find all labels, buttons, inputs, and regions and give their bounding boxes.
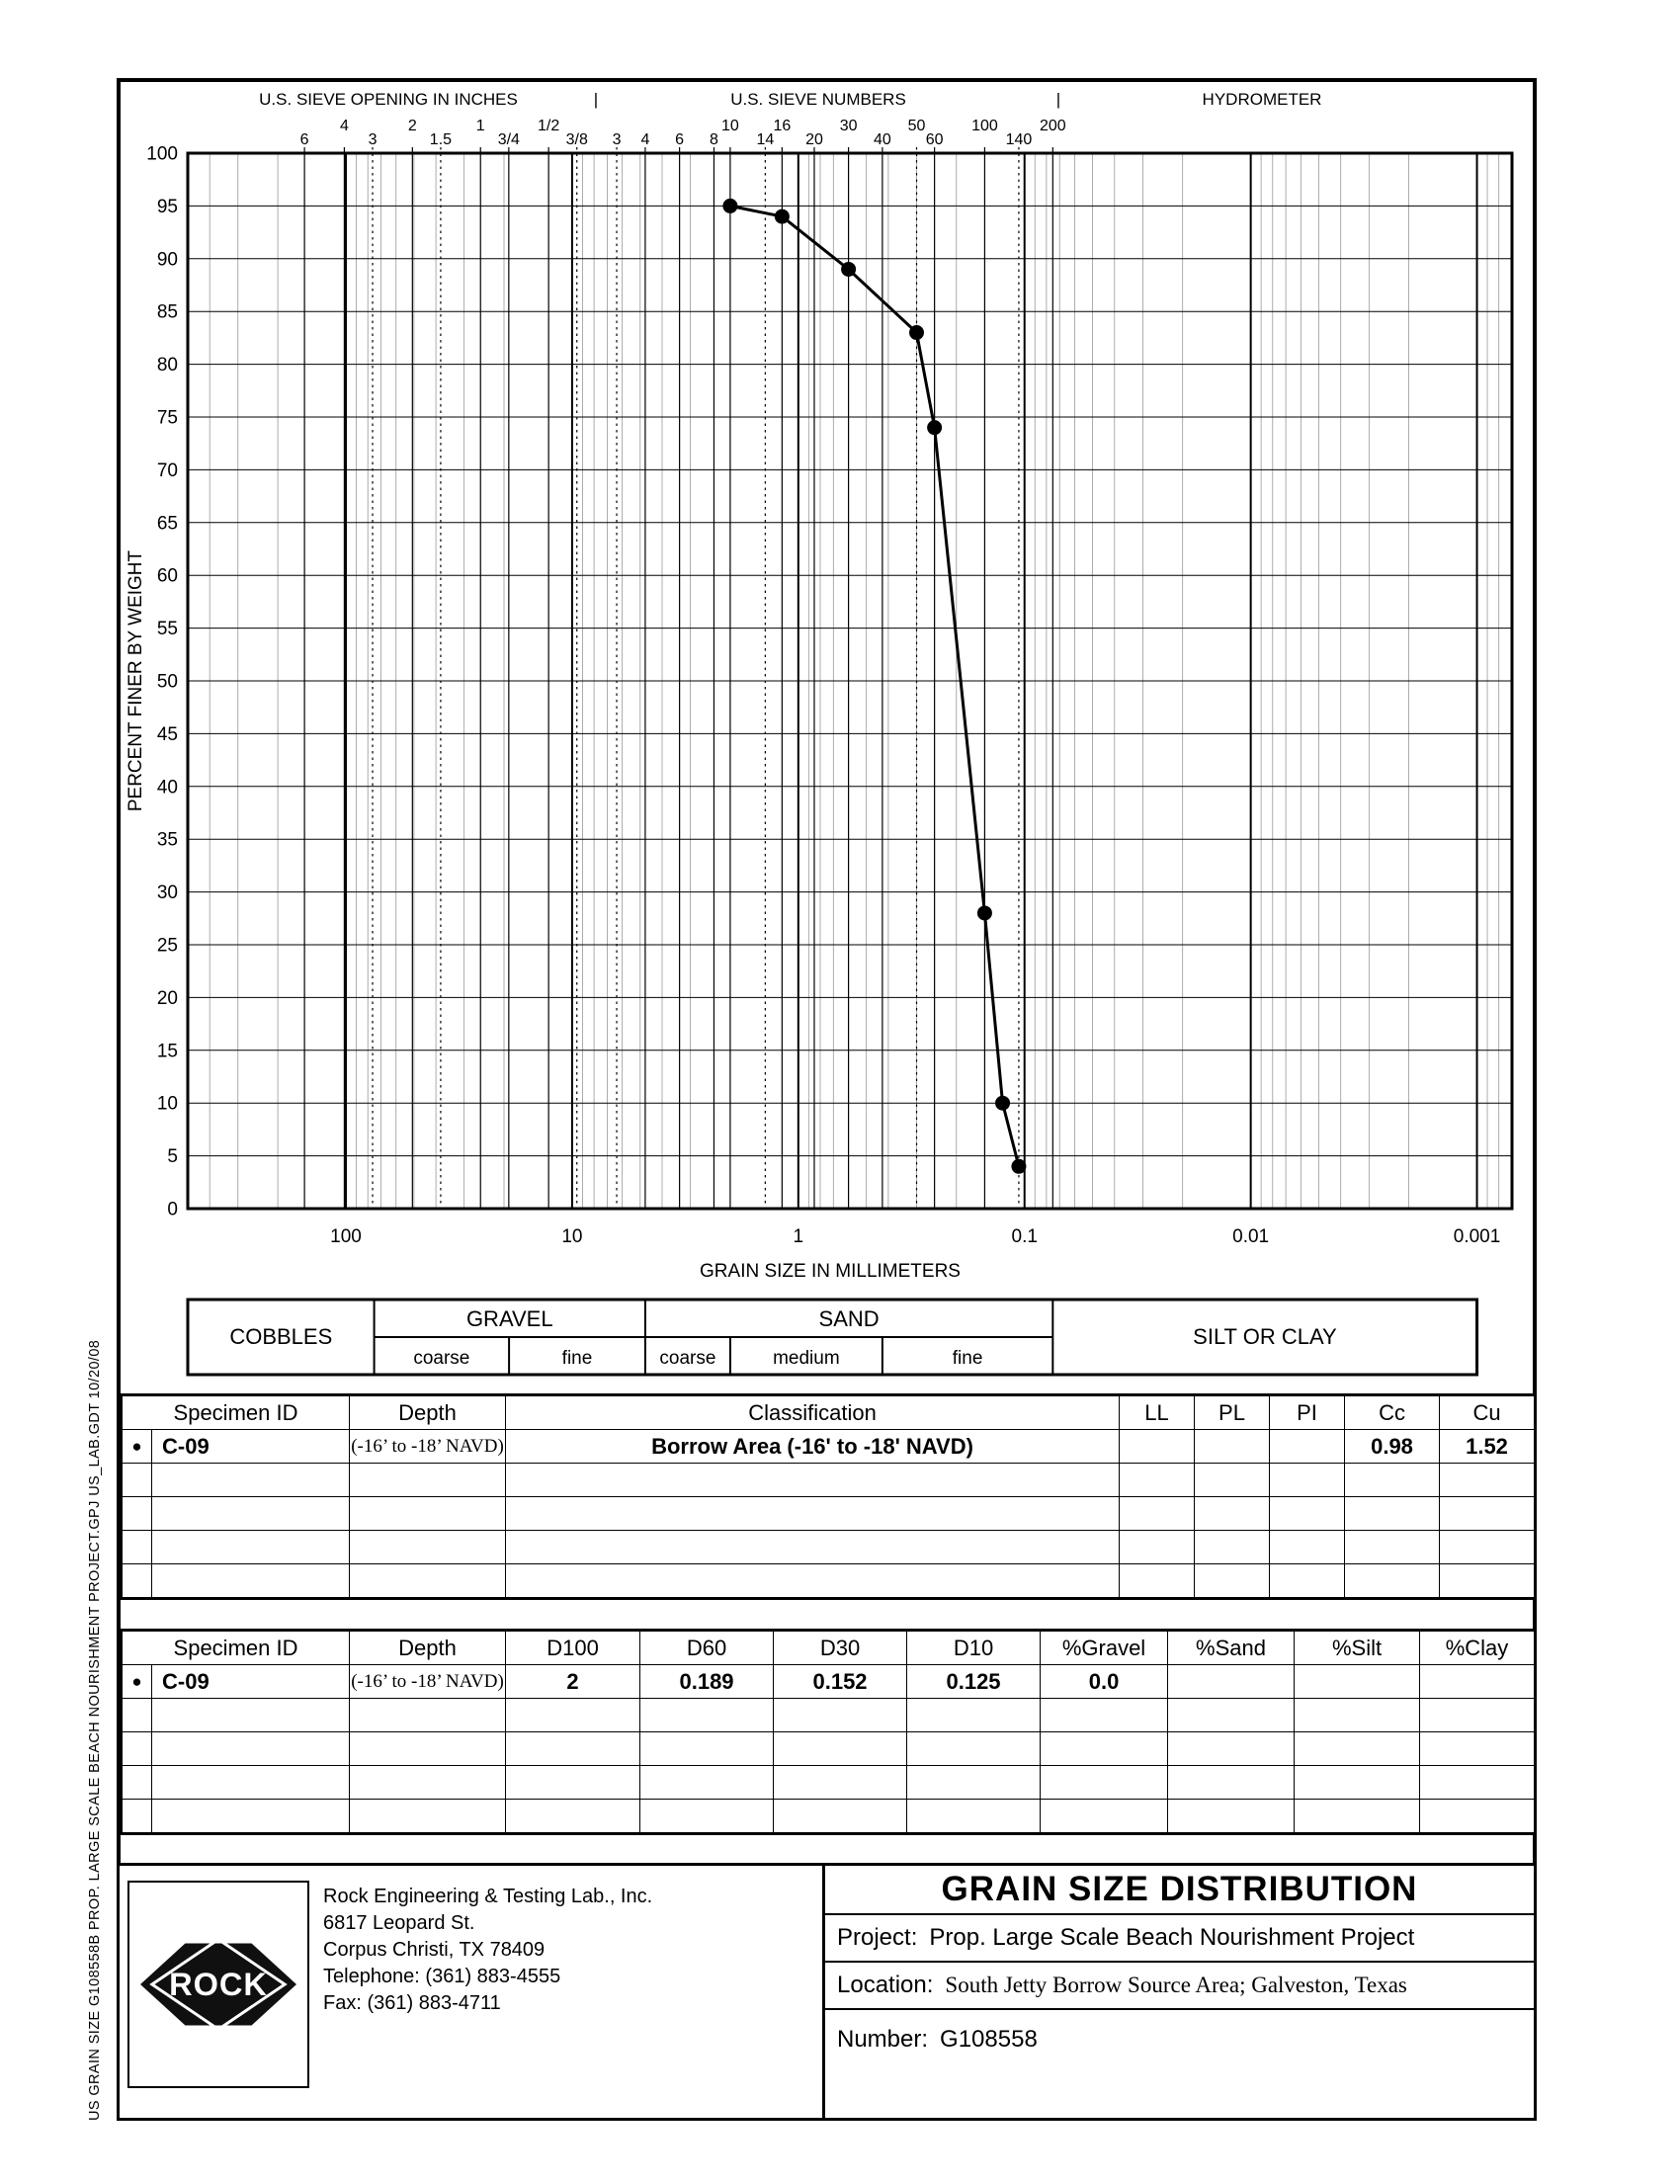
size-group-label: COBBLES — [229, 1324, 333, 1349]
size-subgroup-label: coarse — [659, 1348, 716, 1369]
svg-text:95: 95 — [156, 196, 178, 217]
svg-text:200: 200 — [1039, 118, 1066, 134]
title-block — [120, 1863, 1534, 2118]
company-name: Rock Engineering & Testing Lab., Inc. — [323, 1886, 653, 1907]
location-row — [825, 1963, 1534, 2010]
size-group-label: SILT OR CLAY — [1193, 1324, 1337, 1349]
gradation-table-cell-sand — [1168, 1800, 1295, 1834]
classification-table-row-4 — [122, 1564, 1536, 1599]
company-fax: Fax: (361) 883-4711 — [323, 1992, 501, 2014]
data-point — [1011, 1159, 1026, 1174]
classification-table-cell-depth — [350, 1531, 506, 1564]
gradation-table-header-sand: %Sand — [1168, 1631, 1295, 1665]
gradation-table-cell-gravel — [1041, 1699, 1168, 1732]
project-value: Prop. Large Scale Beach Nourishment Project — [929, 1924, 1415, 1951]
classification-table-cell-pl — [1195, 1564, 1270, 1599]
rock-logo-text: ROCK — [169, 1966, 268, 2002]
x-axis-title: GRAIN SIZE IN MILLIMETERS — [700, 1261, 961, 1282]
project-block — [825, 1866, 1534, 2118]
gradation-table-cell-depth — [350, 1699, 506, 1732]
data-point — [927, 420, 942, 435]
svg-text:3/4: 3/4 — [497, 131, 520, 148]
company-info — [323, 1884, 652, 2017]
gradation-table-header-specimen_id: Specimen ID — [122, 1631, 350, 1665]
edge-stamp-text: US GRAIN SIZE G108558B PROP. LARGE SCALE BEACH NOURISHMENT PROJECT.GPJ US_LAB.GDT 10/20/08 — [87, 1339, 103, 2121]
gradation-table-cell-marker — [122, 1766, 152, 1800]
y-axis-title: PERCENT FINER BY WEIGHT — [126, 549, 146, 812]
classification-table-header-cu: Cu — [1440, 1395, 1536, 1430]
size-group-label: GRAVEL — [465, 1306, 553, 1331]
svg-text:8: 8 — [710, 131, 718, 148]
gradation-table-cell-marker — [122, 1732, 152, 1766]
classification-table-cell-cc: 0.98 — [1345, 1430, 1440, 1464]
svg-text:30: 30 — [839, 118, 858, 134]
svg-text:40: 40 — [156, 777, 178, 798]
classification-table-cell-pl — [1195, 1531, 1270, 1564]
data-point — [722, 199, 737, 213]
svg-text:U.S. SIEVE OPENING IN INCHES: U.S. SIEVE OPENING IN INCHES — [259, 90, 518, 109]
classification-table-header-row — [122, 1395, 1536, 1430]
svg-text:1.5: 1.5 — [429, 131, 453, 148]
classification-table-header-pl: PL — [1195, 1395, 1270, 1430]
classification-table-cell-ll — [1120, 1464, 1195, 1497]
classification-table-row-3 — [122, 1531, 1536, 1564]
classification-table-row-2 — [122, 1497, 1536, 1531]
gradation-table-cell-gravel: 0.0 — [1041, 1665, 1168, 1699]
horizontal-gridlines — [188, 153, 1512, 1209]
sieve-labels — [300, 118, 1066, 148]
classification-table-header-pi: PI — [1270, 1395, 1345, 1430]
svg-text:0.1: 0.1 — [1011, 1226, 1038, 1247]
svg-text:0.01: 0.01 — [1232, 1226, 1270, 1247]
svg-text:75: 75 — [156, 407, 178, 429]
gradation-table-header-d10: D10 — [907, 1631, 1041, 1665]
data-point — [995, 1096, 1010, 1111]
gradation-table-cell-clay — [1420, 1699, 1536, 1732]
svg-text:100: 100 — [971, 118, 998, 134]
svg-text:10: 10 — [561, 1226, 583, 1247]
svg-text:50: 50 — [156, 671, 178, 693]
svg-text:60: 60 — [156, 565, 178, 587]
data-points — [722, 199, 1026, 1174]
gradation-table-cell-depth: (-16’ to -18’ NAVD) — [350, 1665, 506, 1699]
company-address2: Corpus Christi, TX 78409 — [323, 1939, 546, 1961]
gradation-table-cell-d30: 0.152 — [774, 1665, 907, 1699]
gradation-table-cell-d10 — [907, 1766, 1041, 1800]
size-subgroup-label: coarse — [413, 1348, 470, 1369]
gradation-table-cell-d60: 0.189 — [640, 1665, 774, 1699]
classification-table-cell-depth — [350, 1564, 506, 1599]
svg-text:1: 1 — [475, 118, 485, 134]
classification-table-cell-pl — [1195, 1464, 1270, 1497]
gradation-table-header-silt: %Silt — [1295, 1631, 1420, 1665]
gradation-table-cell-d30 — [774, 1699, 907, 1732]
classification-table-header-specimen_id: Specimen ID — [122, 1395, 350, 1430]
classification-table-cell-marker — [122, 1497, 152, 1531]
data-point — [909, 325, 924, 340]
classification-table-cell-specimen_id: C-09 — [152, 1430, 350, 1464]
svg-text:20: 20 — [156, 987, 178, 1009]
svg-text:100: 100 — [146, 143, 178, 165]
classification-table-cell-ll — [1120, 1497, 1195, 1531]
classification-table-cell-classification — [506, 1564, 1120, 1599]
svg-text:25: 25 — [156, 935, 178, 957]
classification-table-cell-cu — [1440, 1464, 1536, 1497]
classification-table-cell-depth — [350, 1464, 506, 1497]
classification-table-cell-pi — [1270, 1497, 1345, 1531]
svg-text:65: 65 — [156, 513, 178, 535]
sieve-gridlines — [304, 147, 1052, 1209]
gradation-table-cell-specimen_id — [152, 1800, 350, 1834]
gradation-table-cell-gravel — [1041, 1800, 1168, 1834]
svg-text:10: 10 — [721, 118, 739, 134]
rock-logo — [140, 1929, 296, 2040]
chart-header-labels — [259, 90, 1321, 109]
gradation-table — [120, 1629, 1537, 1835]
classification-table-cell-cc — [1345, 1497, 1440, 1531]
svg-text:3: 3 — [368, 131, 378, 148]
gradation-table-header-d60: D60 — [640, 1631, 774, 1665]
gradation-table-cell-d60 — [640, 1800, 774, 1834]
svg-text:90: 90 — [156, 249, 178, 271]
svg-text:3/8: 3/8 — [565, 131, 588, 148]
gradation-table-cell-depth — [350, 1766, 506, 1800]
gradation-table-cell-sand — [1168, 1665, 1295, 1699]
svg-text:HYDROMETER: HYDROMETER — [1202, 90, 1322, 109]
gradation-table-cell-clay — [1420, 1665, 1536, 1699]
svg-text:14: 14 — [756, 131, 775, 148]
svg-text:16: 16 — [773, 118, 792, 134]
svg-text:4: 4 — [339, 118, 349, 134]
gradation-table-cell-d100 — [506, 1766, 640, 1800]
data-point — [977, 905, 992, 920]
gradation-table-cell-marker: ● — [122, 1665, 152, 1699]
gradation-table-cell-d100: 2 — [506, 1665, 640, 1699]
company-phone: Telephone: (361) 883-4555 — [323, 1966, 561, 1987]
gradation-table-cell-silt — [1295, 1699, 1420, 1732]
gradation-table-cell-specimen_id — [152, 1732, 350, 1766]
classification-table-cell-cc — [1345, 1464, 1440, 1497]
gradation-table-header-row — [122, 1631, 1536, 1665]
gradation-table-row-1 — [122, 1699, 1536, 1732]
gradation-table-cell-silt — [1295, 1732, 1420, 1766]
gradation-table-cell-d100 — [506, 1732, 640, 1766]
gradation-table-cell-gravel — [1041, 1766, 1168, 1800]
svg-text:|: | — [593, 90, 599, 109]
rock-logo-box — [127, 1881, 309, 2088]
company-address1: 6817 Leopard St. — [323, 1912, 475, 1934]
svg-text:4: 4 — [640, 131, 650, 148]
gradation-table-header-depth: Depth — [350, 1631, 506, 1665]
gradation-table-cell-d100 — [506, 1699, 640, 1732]
svg-text:5: 5 — [167, 1146, 178, 1168]
svg-text:|: | — [1055, 90, 1061, 109]
svg-text:0: 0 — [167, 1199, 178, 1220]
gradation-table-cell-clay — [1420, 1732, 1536, 1766]
gradation-table-cell-clay — [1420, 1766, 1536, 1800]
classification-table-cell-pi — [1270, 1464, 1345, 1497]
gradation-table-cell-sand — [1168, 1732, 1295, 1766]
gradation-table-cell-d30 — [774, 1766, 907, 1800]
classification-table-header-ll: LL — [1120, 1395, 1195, 1430]
svg-text:45: 45 — [156, 723, 178, 745]
gradation-table-cell-clay — [1420, 1800, 1536, 1834]
gradation-table-header-d100: D100 — [506, 1631, 640, 1665]
y-tick-labels — [146, 144, 178, 1220]
data-point — [775, 210, 790, 224]
svg-text:100: 100 — [330, 1226, 362, 1247]
gradation-table-row-4 — [122, 1800, 1536, 1834]
classification-table-wrap — [120, 1393, 1537, 1600]
company-block — [120, 1866, 825, 2118]
svg-text:2: 2 — [407, 118, 417, 134]
gradation-table-cell-sand — [1168, 1699, 1295, 1732]
gradation-table-cell-d10 — [907, 1732, 1041, 1766]
svg-text:80: 80 — [156, 355, 178, 377]
classification-table-cell-specimen_id — [152, 1531, 350, 1564]
gradation-table-cell-marker — [122, 1699, 152, 1732]
gradation-table-cell-d100 — [506, 1800, 640, 1834]
gradation-table-cell-d60 — [640, 1699, 774, 1732]
classification-table-row-0 — [122, 1430, 1536, 1464]
classification-table-cell-ll — [1120, 1531, 1195, 1564]
gradation-table-header-gravel: %Gravel — [1041, 1631, 1168, 1665]
number-row — [825, 2010, 1534, 2069]
gradation-table-header-clay: %Clay — [1420, 1631, 1536, 1665]
svg-text:3: 3 — [612, 131, 622, 148]
gradation-table-header-d30: D30 — [774, 1631, 907, 1665]
gradation-table-cell-depth — [350, 1800, 506, 1834]
classification-table-header-cc: Cc — [1345, 1395, 1440, 1430]
svg-text:40: 40 — [873, 131, 891, 148]
svg-text:30: 30 — [156, 882, 178, 904]
classification-table-cell-cc — [1345, 1531, 1440, 1564]
gradation-table-cell-specimen_id — [152, 1699, 350, 1732]
svg-text:85: 85 — [156, 301, 178, 323]
size-subgroup-label: medium — [773, 1348, 840, 1369]
classification-table-cell-cc — [1345, 1564, 1440, 1599]
classification-table-cell-cu: 1.52 — [1440, 1430, 1536, 1464]
svg-text:10: 10 — [156, 1093, 178, 1115]
data-point — [841, 262, 856, 277]
classification-table — [120, 1393, 1537, 1600]
classification-table-cell-ll — [1120, 1564, 1195, 1599]
gradation-table-cell-d10 — [907, 1699, 1041, 1732]
classification-table-cell-marker — [122, 1531, 152, 1564]
gradation-table-cell-specimen_id — [152, 1766, 350, 1800]
svg-text:55: 55 — [156, 619, 178, 640]
location-value: South Jetty Borrow Source Area; Galveston, Texas — [945, 1973, 1407, 1997]
gradation-table-cell-d30 — [774, 1732, 907, 1766]
classification-table-cell-specimen_id — [152, 1497, 350, 1531]
number-value: G108558 — [940, 2026, 1038, 2053]
classification-table-cell-pi — [1270, 1564, 1345, 1599]
classification-table-cell-classification — [506, 1464, 1120, 1497]
svg-text:70: 70 — [156, 460, 178, 481]
location-label: Location: — [837, 1972, 934, 1998]
classification-table-header-classification: Classification — [506, 1395, 1120, 1430]
classification-table-cell-cu — [1440, 1531, 1536, 1564]
classification-table-cell-specimen_id — [152, 1464, 350, 1497]
svg-text:6: 6 — [675, 131, 685, 148]
classification-table-cell-specimen_id — [152, 1564, 350, 1599]
number-label: Number: — [837, 2026, 929, 2053]
classification-table-cell-classification — [506, 1531, 1120, 1564]
classification-table-cell-marker — [122, 1564, 152, 1599]
svg-text:60: 60 — [925, 131, 944, 148]
gradation-table-cell-d30 — [774, 1800, 907, 1834]
gradation-table-cell-d10 — [907, 1800, 1041, 1834]
svg-text:50: 50 — [907, 118, 926, 134]
classification-table-cell-marker: ● — [122, 1430, 152, 1464]
classification-table-cell-ll — [1120, 1430, 1195, 1464]
gradation-size-bar — [188, 1300, 1477, 1375]
classification-table-cell-cu — [1440, 1497, 1536, 1531]
classification-table-cell-pl — [1195, 1497, 1270, 1531]
svg-text:0.001: 0.001 — [1453, 1226, 1501, 1247]
classification-table-row-1 — [122, 1464, 1536, 1497]
gradation-table-row-0 — [122, 1665, 1536, 1699]
gradation-table-cell-sand — [1168, 1766, 1295, 1800]
report-title: GRAIN SIZE DISTRIBUTION — [825, 1866, 1534, 1915]
gradation-table-row-3 — [122, 1766, 1536, 1800]
gradation-table-cell-specimen_id: C-09 — [152, 1665, 350, 1699]
classification-table-cell-depth: (-16’ to -18’ NAVD) — [350, 1430, 506, 1464]
size-subgroup-label: fine — [952, 1348, 983, 1369]
gradation-table-cell-d60 — [640, 1732, 774, 1766]
svg-text:1/2: 1/2 — [538, 118, 560, 134]
gradation-table-row-2 — [122, 1732, 1536, 1766]
classification-table-cell-pl — [1195, 1430, 1270, 1464]
gradation-table-cell-silt — [1295, 1766, 1420, 1800]
svg-text:6: 6 — [299, 131, 309, 148]
gradation-table-cell-silt — [1295, 1800, 1420, 1834]
classification-table-cell-marker — [122, 1464, 152, 1497]
x-tick-labels — [330, 1226, 1500, 1247]
gradation-table-cell-gravel — [1041, 1732, 1168, 1766]
gradation-table-cell-silt — [1295, 1665, 1420, 1699]
gradation-table-cell-depth — [350, 1732, 506, 1766]
gradation-table-cell-marker — [122, 1800, 152, 1834]
classification-table-cell-depth — [350, 1497, 506, 1531]
classification-table-cell-cu — [1440, 1564, 1536, 1599]
size-group-label: SAND — [818, 1306, 880, 1331]
classification-table-header-depth: Depth — [350, 1395, 506, 1430]
size-subgroup-label: fine — [561, 1348, 593, 1369]
svg-text:U.S. SIEVE NUMBERS: U.S. SIEVE NUMBERS — [730, 90, 906, 109]
svg-text:35: 35 — [156, 829, 178, 851]
project-label: Project: — [837, 1924, 918, 1951]
project-row — [825, 1915, 1534, 1963]
gradation-table-wrap — [120, 1629, 1537, 1835]
classification-table-cell-classification — [506, 1497, 1120, 1531]
svg-text:15: 15 — [156, 1041, 178, 1062]
gradation-curve — [730, 206, 1019, 1166]
svg-text:140: 140 — [1005, 131, 1033, 148]
svg-text:1: 1 — [793, 1226, 804, 1247]
classification-table-cell-classification: Borrow Area (-16' to -18' NAVD) — [506, 1430, 1120, 1464]
gradation-table-cell-d60 — [640, 1766, 774, 1800]
gradation-table-cell-d10: 0.125 — [907, 1665, 1041, 1699]
classification-table-cell-pi — [1270, 1430, 1345, 1464]
classification-table-cell-pi — [1270, 1531, 1345, 1564]
svg-text:20: 20 — [805, 131, 823, 148]
